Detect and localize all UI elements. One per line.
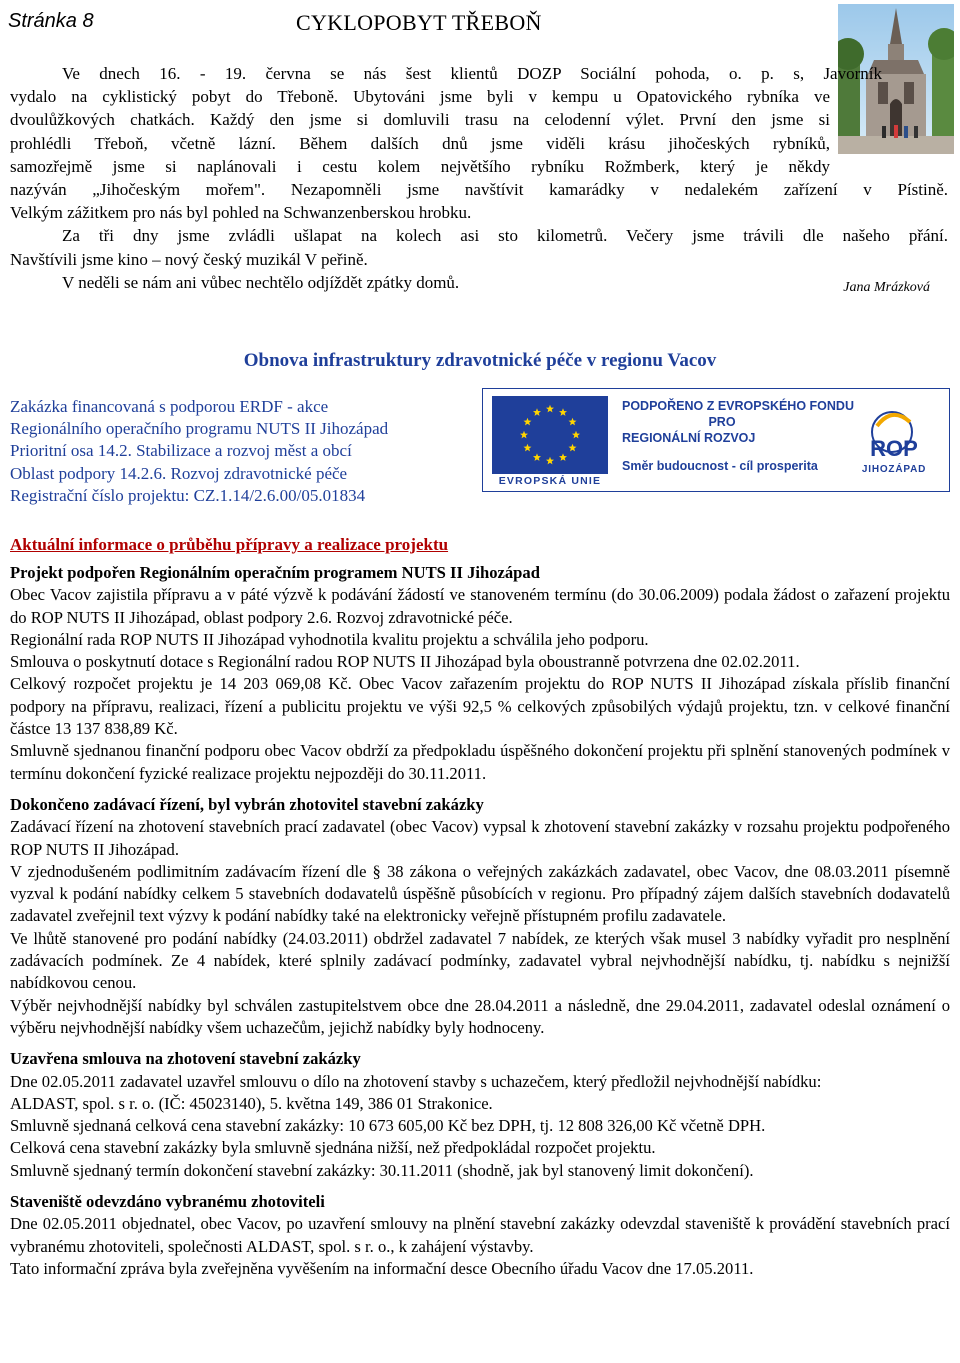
rop-wordmark: ROP [870,436,918,461]
subsection-heading: Dokončeno zadávací řízení, byl vybrán zhotovitel stavební zakázky [10,794,484,814]
paragraph: Ve lhůtě stanovené pro podání nabídky (24.03.2011) obdržel zadavatel 7 nabídek, ze kterých však musel 3 nabídky vyřadit pro nesplnění zadávacích podmínek. Ze 4 nabídek, které splnily zadávací podmínky, zadavatel vybral nejvhodnější nabídku, tj. nabídku s nejnižší nabídkovou cenou. [10,928,950,993]
article-author: Jana Mrázková [843,280,930,295]
funding-line: Zakázka financovaná s podporou ERDF - akce [10,397,329,416]
funding-line: Registrační číslo projektu: CZ.1.14/2.6.00/05.01834 [10,485,366,505]
paragraph: Smluvně sjednanou finanční podporu obec Vacov obdrží za předpokladu úspěšného dokončení projektu při splnění stanovených podmínek v termínu dokončení fyzické realizace projektu nejpozději do 30.11.2011. [10,741,950,783]
subsection-heading: Projekt podpořen Regionálním operačním programem NUTS II Jihozápad [10,563,540,582]
paragraph: V zjednodušeném podlimitním zadávacím řízení dle § 38 zákona o veřejných zakázkách zadavatel, obec Vacov, dne 08.03.2011 písemně vyzval k podání nabídky celkem 5 stavebních dodavatelů úspěšně působících v regionu. Pro případný zájem dalších stavebních dodavatelů zadavatel zveřejnil text výzvy k podání nabídky také na elektronicky veřejně přístupném profilu zadavatele. [10,861,950,926]
page-number-label: Stránka 8 [8,10,94,32]
paragraph: Obec Vacov zajistila přípravu a v páté výzvě k podávání žádostí ve stanoveném termínu (do 30.06.2009) podala žádost o zařazení projektu do ROP NUTS II Jihozápad, oblast podpory 2.6. Rozvoj zdravotnické péče. [10,585,950,627]
logo-motto: Směr budoucnost - cíl prosperita [622,459,818,473]
rop-subtitle: JIHOZÁPAD [861,464,927,475]
article-title: CYKLOPOBYT TŘEBOŇ [296,10,542,35]
article-line: samozřejmě jsme si naplánovali i cestu kolem největšího rybníku Rožmberk, který je někdy [10,156,830,176]
paragraph: Smlouva o poskytnutí dotace s Regionální radou ROP NUTS II Jihozápad byla oboustranně potvrzena dne 02.02.2011. [10,652,800,672]
eu-caption: EVROPSKÁ UNIE [498,475,602,487]
paragraph: Smluvně sjednaná celková cena stavební zakázky: 10 673 605,00 Kč bez DPH, tj. 12 808 326,00 Kč včetně DPH. [10,1116,766,1136]
paragraph: Tato informační zpráva byla zveřejněna vyvěšením na informační desce Obecního úřadu Vacov dne 17.05.2011. [10,1258,754,1278]
article-line: vydalo na cyklistický pobyt do Třeboně. Ubytováni jsme byli v kempu u Opatovického rybníka ve [10,87,830,107]
paragraph: Celková cena stavební zakázky byla smluvně sjednána nižší, než předpokládal rozpočet projektu. [10,1138,656,1158]
logo-line-1: PODPOŘENO Z EVROPSKÉHO FONDU [622,399,854,413]
funding-line: Oblast podpory 14.2.6. Rozvoj zdravotnické péče [10,463,348,483]
article-line: nazýván „Jihočeským mořem". Nezapomněli jsme navštívit kamarádky v nedalekém zařízení v Pístině. [10,179,948,199]
cyklopobyt-article-body [10,62,948,294]
paragraph: Dne 02.05.2011 objednatel, obec Vacov, po uzavření smlouvy na plnění stavební zakázky odevzdal staveniště k provádění stavebních prací vybranému zhotoviteli, společnosti ALDAST, spol. s r. o., k zahájení výstavby. [10,1214,950,1256]
funding-line: Prioritní osa 14.2. Stabilizace a rozvoj měst a obcí [10,441,352,461]
article-line: prohlédli Třeboň, včetně lázní. Během dalších dnů jsme viděli krásu jihočeských rybníků, [10,133,830,153]
section-heading: Aktuální informace o průběhu přípravy a realizace projektu [10,535,449,554]
paragraph: Dne 02.05.2011 zadavatel uzavřel smlouvu o dílo na zhotovení stavby s uchazečem, který předložil nejvhodnější nabídku: [10,1071,822,1091]
article-line: Velkým zážitkem pro nás byl pohled na Schwanzenberskou hrobku. [10,203,472,223]
paragraph: ALDAST, spol. s r. o. (IČ: 45023140), 5. května 149, 386 01 Strakonice. [10,1093,493,1113]
subsection-heading: Uzavřena smlouva na zhotovení stavební zakázky [10,1049,361,1069]
paragraph: Regionální rada ROP NUTS II Jihozápad vyhodnotila kvalitu projektu a schválila jeho podporu. [10,629,649,649]
article-line: V neděli se nám ani vůbec nechtělo odjíždět zpátky domů. [62,272,460,292]
article-line: Za tři dny jsme zvládli ušlapat na kolech asi sto kilometrů. Večery jsme trávili dle našeho přání. [62,226,948,246]
eu-rop-logo-banner [482,388,950,492]
project-updates-body [10,562,950,1280]
article-line: Ve dnech 16. - 19. června se nás šest klientů DOZP Sociální pohoda, o. p. s, Javorník [62,64,882,83]
logo-line-3: REGIONÁLNÍ ROZVOJ [622,431,756,445]
paragraph: Celkový rozpočet projektu je 14 203 069,08 Kč. Obec Vacov zařazením projektu do ROP NUTS II Jihozápad získala příslib finanční podpory na přípravu, realizaci, řízení a publicitu projektu ve výši 92,5 % celkových způsobilých výdajů projektu, tzn. v celkové finanční částce 13 137 838,89 Kč. [10,674,950,739]
article-line: dvoulůžkových chatkách. Každý den jsme si domluvili trasu na celodenní výlet. První den jsme si [10,110,830,130]
paragraph: Zadávací řízení na zhotovení stavebních prací zadavatel (obec Vacov) vypsal k zhotovení stavební zakázky v rozsahu projektu podpořeného ROP NUTS II Jihozápad. [10,817,950,859]
funding-line: Regionálního operačního programu NUTS II Jihozápad [10,419,389,439]
logo-line-2: PRO [708,415,736,429]
project-title: Obnova infrastruktury zdravotnické péče v regionu Vacov [243,350,717,371]
paragraph: Smluvně sjednaný termín dokončení stavební zakázky: 30.11.2011 (shodně, jak byl stanovený limit dokončení). [10,1160,754,1180]
funding-info [10,396,480,507]
subsection-heading: Staveniště odevzdáno vybranému zhotoviteli [10,1192,325,1212]
paragraph: Výběr nejvhodnější nabídky byl schválen zastupitelstvem obce dne 28.04.2011 a následně, dne 29.04.2011, zadavatel odeslal oznámení o výběru nejvhodnější nabídky všem uchazečům, jejichž nabídky byly hodnoceny. [10,995,950,1037]
article-line: Navštívili jsme kino – nový český muzikál V peřině. [10,249,368,269]
